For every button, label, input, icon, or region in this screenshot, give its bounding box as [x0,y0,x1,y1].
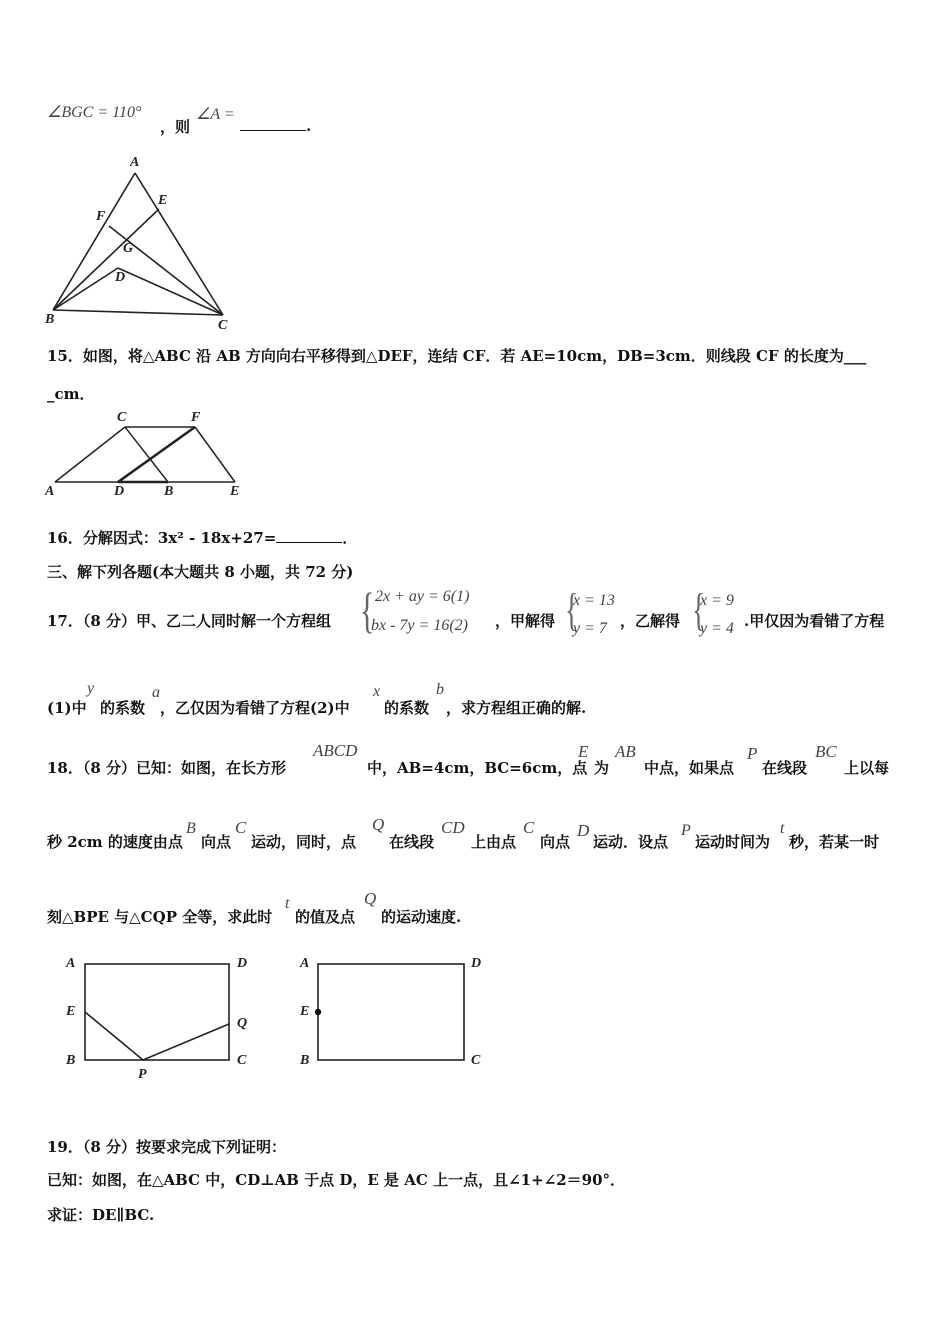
q18-l1-d: 中点，如果点 [644,759,735,777]
q19-given: 已知：如图，在△ABC 中，CD⊥AB 于点 D，E 是 AC 上一点，且∠1+∠2＝90°． [47,1171,626,1189]
q18-fig1-label-C: C [237,1053,247,1068]
q16-text: 16．分解因式：3x² - 18x+27= [47,529,277,547]
q18-math-Q: Q [372,815,385,834]
q18-l3-c: 的运动速度. [381,908,462,926]
q14-label-E: E [158,193,168,208]
q18-fig2-label-A: A [300,956,310,971]
q18-fig1-label-Q: Q [237,1016,248,1031]
q18-fig1-label-P: P [138,1067,147,1082]
q17-var-a: a [152,684,160,701]
q18-l1-e: 在线段 [762,759,808,777]
q17-yi-label: ，乙解得 [620,612,681,630]
q15-label-A: A [45,484,55,499]
q18-l2-g: 运动．设点 [593,833,669,851]
q19-title: 19．（8 分）按要求完成下列证明： [47,1138,287,1156]
q18-fig2-rectangle [318,964,464,1060]
q18-math-ABCD: ABCD [313,741,358,760]
q18-math-t2: t [285,895,290,912]
q14-label-C: C [218,318,228,333]
q17-line2-e: ，求方程组正确的解. [446,699,587,717]
q18-math-BC: BC [815,742,837,761]
q18-math-Q2: Q [364,889,377,908]
q19-prove: 求证：DE∥BC. [47,1206,155,1224]
q18-l2-e: 上由点 [471,833,517,851]
q17-eq2: bx - 7y = 16(2) [371,617,468,634]
q14-label-B: B [45,312,55,327]
q18-math-AB: AB [615,742,636,761]
q17-line2-a: (1)中 [47,699,87,717]
q15-label-D: D [114,484,125,499]
q18-math-C2: C [523,818,535,837]
q18-fig1-label-A: A [66,956,76,971]
q18-math-C: C [235,818,247,837]
q18-fig1-label-E: E [66,1004,76,1019]
q18-math-t: t [780,820,785,837]
q18-math-P: P [747,744,758,763]
q14-label-D: D [115,270,126,285]
q18-math-CD: CD [441,818,465,837]
q18-l1-f: 上以每 [844,759,890,777]
section-3-header: 三、解下列各题(本大题共 8 小题，共 72 分) [47,563,354,581]
q15-label-E: E [230,484,240,499]
q18-fig1-rectangle [85,964,229,1060]
q17-prefix: 17．（8 分）甲、乙二人同时解一个方程组 [47,612,332,630]
q18-math-D: D [577,821,590,840]
q15-line2: _cm． [47,385,95,403]
q18-fig2-label-E: E [300,1004,310,1019]
q18-fig2-label-C: C [471,1053,481,1068]
q14-then-text: ，则 [160,118,191,136]
q18-l1-c: 为 [594,759,610,777]
q17-eq1: 2x + ay = 6(1) [375,588,470,605]
q16-end: ． [342,529,358,547]
q17-jia-y: y = 7 [573,620,607,637]
q18-fig2-point-E [315,1009,321,1015]
q17-jia-brace: { [565,584,579,635]
q15-label-B: B [164,484,174,499]
q18-l2-d: 在线段 [389,833,435,851]
q18-l2-a: 秒 2cm 的速度由点 [47,833,183,851]
q14-label-G: G [123,241,134,256]
q18-l3-a: 刻△BPE 与△CQP 全等，求此时 [47,908,273,926]
q17-var-b: b [436,681,444,698]
q14-label-F: F [96,209,106,224]
q18-fig1-label-B: B [66,1053,76,1068]
q18-math-B: B [186,820,196,837]
q14-period: . [306,117,312,135]
q15-line1: 15．如图，将△ABC 沿 AB 方向向右平移得到△DEF，连结 CF．若 AE=10cm，DB=3cm．则线段 CF 的长度为___ [47,347,867,365]
q17-line2-d: 的系数 [384,699,430,717]
q14-condition-math: ∠BGC = 110° [47,104,142,121]
q18-l2-f: 向点 [540,833,571,851]
q15-label-F: F [191,410,201,425]
q17-line2-b: 的系数 [100,699,146,717]
q17-tail: .甲仅因为看错了方程 [744,612,885,630]
q15-label-C: C [117,410,127,425]
q17-var-x: x [373,683,381,700]
q17-var-y: y [87,680,95,697]
q17-jia-label: ，甲解得 [495,612,556,630]
q18-fig2-label-B: B [300,1053,310,1068]
q17-line2-c: ，乙仅因为看错了方程(2)中 [160,699,350,717]
q18-l1-b: 中，AB=4cm，BC=6cm，点 [367,759,588,777]
q17-yi-brace: { [692,584,706,635]
q18-math-E: E [578,742,589,761]
q17-system-brace: { [360,582,375,638]
q14-label-A: A [130,155,140,170]
q18-fig1-segments-EPQ [85,1012,229,1060]
q18-fig1-label-D: D [237,956,248,971]
q17-yi-x: x = 9 [700,592,734,609]
q18-l3-b: 的值及点 [295,908,356,926]
q18-l2-h: 运动时间为 [695,833,771,851]
q18-l1-a: 18．（8 分）已知：如图，在长方形 [47,759,287,777]
q18-fig2-label-D: D [471,956,482,971]
q18-l2-i: 秒，若某一时 [789,833,880,851]
q18-math-P2: P [681,822,691,839]
q18-l2-c: 运动，同时，点 [251,833,357,851]
q18-l2-b: 向点 [201,833,232,851]
q17-yi-y: y = 4 [700,620,734,637]
q14-ask-math: ∠A = [196,106,235,123]
q17-jia-x: x = 13 [573,592,615,609]
